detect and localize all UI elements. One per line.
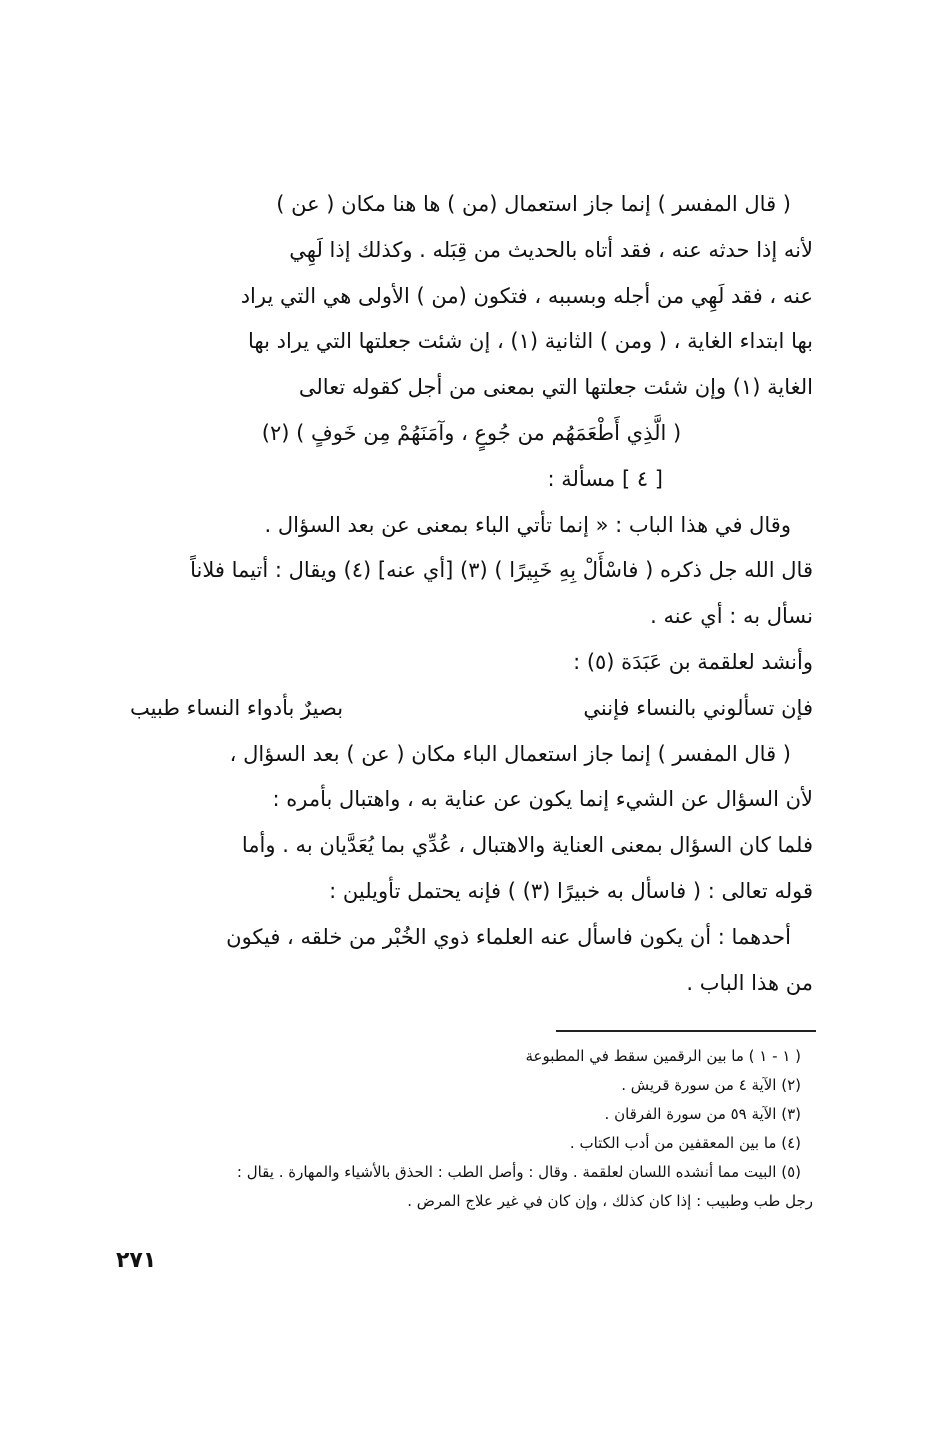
verse-second-hemistich: بصيرٌ بأدواء النساء طبيب xyxy=(130,695,344,720)
text-line: ( قال المفسر ) إنما جاز استعمال (من ) ها هنا مكان ( عن ) xyxy=(276,192,791,216)
footnote: (٣) الآية ٥٩ من سورة الفرقان . xyxy=(604,1105,801,1123)
footnote-continuation: رجل طب وطبيب : إذا كان كذلك ، وإن كان في غير علاج المرض . xyxy=(407,1192,813,1210)
text-line: بها ابتداء الغاية ، ( ومن ) الثانية (١) ، إن شئت جعلتها التي يراد بها xyxy=(248,329,813,354)
text-line: نسأل به : أي عنه . xyxy=(650,604,813,629)
footnote-separator xyxy=(556,1030,816,1032)
question-heading: [ ٤ ] مسألة : xyxy=(547,466,663,491)
text-line: من هذا الباب . xyxy=(686,970,813,995)
text-line: ( قال المفسر ) إنما جاز استعمال الباء مكان ( عن ) بعد السؤال ، xyxy=(229,741,791,766)
text-line: وأنشد لعلقمة بن عَبَدَة (٥) : xyxy=(573,649,813,674)
footnote: ( ١ - ١ ) ما بين الرقمين سقط في المطبوعة xyxy=(525,1047,801,1065)
footnote: (٥) البيت مما أنشده اللسان لعلقمة . وقال : وأصل الطب : الحذق بالأشياء والمهارة . يقال : xyxy=(236,1163,801,1181)
text-line: أحدهما : أن يكون فاسأل عنه العلماء ذوي الخُبْر من خلقه ، فيكون xyxy=(226,924,791,949)
text-line: قوله تعالى : ( فاسأل به خبيرًا (٣) ) فإنه يحتمل تأويلين : xyxy=(329,878,813,903)
verse-first-hemistich: فإن تسألوني بالنساء فإنني xyxy=(583,695,813,720)
text-line: فلما كان السؤال بمعنى العناية والاهتبال ، عُدِّي بما يُعَدَّيان به . وأما xyxy=(241,833,813,858)
text-line: لأنه إذا حدثه عنه ، فقد أتاه بالحديث من قِبَله . وكذلك إذا لَهِي xyxy=(289,237,813,262)
footnotes xyxy=(130,1042,813,1216)
text-line: لأن السؤال عن الشيء إنما يكون عن عناية به ، واهتبال بأمره : xyxy=(272,787,813,812)
main-text xyxy=(130,182,813,1006)
text-line: وقال في هذا الباب : « إنما تأتي الباء بمعنى عن بعد السؤال . xyxy=(264,512,791,537)
poetry-verse xyxy=(130,686,813,732)
text-line: الغاية (١) وإن شئت جعلتها التي بمعنى من أجل كقوله تعالى xyxy=(298,375,813,400)
text-line: عنه ، فقد لَهِي من أجله وبسببه ، فتكون (من ) الأولى هي التي يراد xyxy=(240,283,813,308)
text-line: قال الله جل ذكره ( فاسْأَلْ بِهِ خَبِيرًا ) (٣) [أي عنه] (٤) ويقال : أتيما فلاناً xyxy=(190,558,813,583)
page-number: ٢٧١ xyxy=(116,1248,157,1273)
quran-quote-line: ( الَّذِي أَطْعَمَهُم من جُوعٍ ، وآمَنَهُمْ مِن خَوفٍ ) (٢) xyxy=(261,420,682,445)
footnote: (٤) ما بين المعقفين من أدب الكتاب . xyxy=(569,1134,801,1152)
footnote: (٢) الآية ٤ من سورة قريش . xyxy=(621,1076,801,1094)
